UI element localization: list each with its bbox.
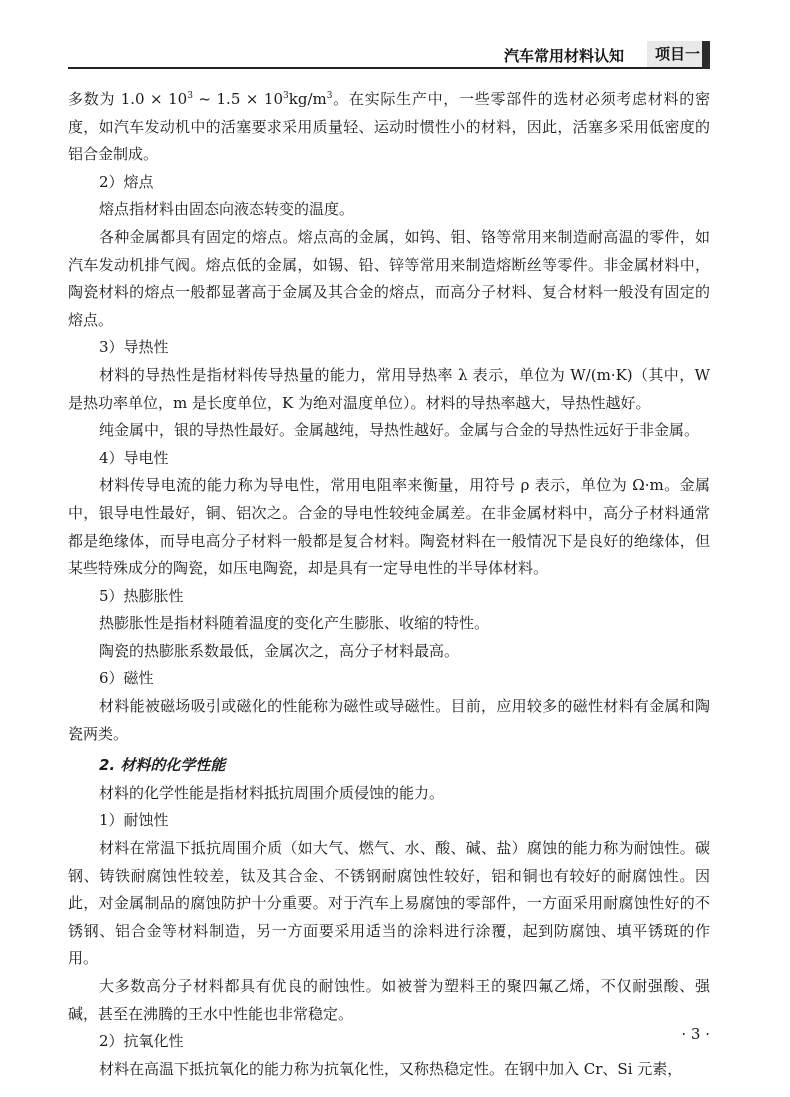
header-rule [68, 67, 710, 69]
magnetic-paragraph-1: 材料能被磁场吸引或磁化的性能称为磁性或导磁性。目前，应用较多的磁性材料有金属和陶瓷两类。 [68, 697, 710, 743]
density-text-c: kg/m [288, 90, 327, 108]
expansion-paragraph-1: 热膨胀性是指材料随着温度的变化产生膨胀、收缩的特性。 [99, 614, 490, 633]
corrosion-heading: 1）耐蚀性 [99, 811, 169, 830]
density-text-d: 。在实际生产中，一些零部件的选材必须考虑材料的密度，如汽车发动机中的活塞要求采用质量轻、运动时惯性小的材料，因此，活塞多采用低密度的铝合金制成。 [68, 90, 710, 164]
thermal-heading: 3）导热性 [99, 338, 169, 357]
exponent-1: 3 [187, 91, 193, 101]
chemical-section-heading: 2. 材料的化学性能 [99, 756, 226, 775]
density-text-a: 多数为 1.0 × 10 [68, 90, 188, 108]
thermal-paragraph-1: 材料的导热性是指材料传导热量的能力，常用导热率 λ 表示，单位为 W/(m·K)（其中，W 是热功率单位，m 是长度单位，K 为绝对温度单位）。材料的导热率越大，导热性越好。 [68, 365, 710, 412]
expansion-heading: 5）热膨胀性 [99, 586, 184, 605]
page-number: · 3 · [681, 1025, 710, 1043]
oxidation-paragraph-1: 材料在高温下抵抗氧化的能力称为抗氧化性，又称热稳定性。在钢中加入 Cr、Si 元素， [99, 1059, 683, 1078]
melting-paragraph-2: 各种金属都具有固定的熔点。熔点高的金属，如钨、钼、铬等常用来制造耐高温的零件，如汽车发动机排气阀。熔点低的金属，如锡、铅、锌等常用来制造熔断丝等零件。非金属材料中，陶瓷材料的熔点一般都显著高于金属及其合金的熔点，而高分子材料、复合材料一般没有固定的熔点。 [68, 227, 710, 329]
electric-heading: 4）导电性 [99, 448, 169, 467]
corrosion-paragraph-2: 大多数高分子材料都具有优良的耐蚀性。如被誉为塑料王的聚四氟乙烯，不仅耐强酸、强碱，甚至在沸腾的王水中性能也非常稳定。 [68, 977, 710, 1023]
electric-paragraph-1: 材料传导电流的能力称为导电性，常用电阻率来衡量，用符号 ρ 表示，单位为 Ω·m。金属中，银导电性最好，铜、铝次之。合金的导电性较纯金属差。在非金属材料中，高分子材料通常都是绝缘体，而导电高分子材料一般都是复合材料。陶瓷材料在一般情况下是良好的绝缘体，但某些特殊成分的陶瓷，如压电陶瓷，却是具有一定导电性的半导体材料。 [68, 476, 710, 578]
chapter-title: 汽车常用材料认知 [498, 45, 630, 66]
page-body [68, 86, 710, 1083]
oxidation-heading: 2）抗氧化性 [99, 1032, 184, 1051]
density-text-b: ~ 1.5 × 10 [192, 90, 284, 108]
magnetic-heading: 6）磁性 [99, 669, 154, 688]
corrosion-paragraph-1: 材料在常温下抵抗周围介质（如大气、燃气、水、酸、碱、盐）腐蚀的能力称为耐蚀性。碳钢、铸铁耐腐蚀性较差，钛及其合金、不锈钢耐腐蚀性较好，铝和铜也有较好的耐腐蚀性。因此，对金属制品的腐蚀防护十分重要。对于汽车上易腐蚀的零部件，一方面采用耐腐蚀性好的不锈钢、铝合金等材料制造，另一方面要采用适当的涂料进行涂覆，起到防腐蚀、填平锈斑的作用。 [68, 839, 710, 968]
running-header [0, 41, 790, 71]
project-tag: 项目一 [647, 41, 708, 67]
melting-heading: 2）熔点 [99, 172, 154, 191]
expansion-paragraph-2: 陶瓷的热膨胀系数最低，金属次之，高分子材料最高。 [99, 641, 460, 660]
header-bar [702, 41, 710, 69]
exponent-3: 3 [326, 91, 333, 101]
density-paragraph [68, 86, 710, 169]
chemical-intro: 材料的化学性能是指材料抵抗周围介质侵蚀的能力。 [99, 783, 445, 802]
thermal-paragraph-2: 纯金属中，银的导热性最好。金属越纯，导热性越好。金属与合金的导热性远好于非金属。 [99, 421, 700, 440]
exponent-2: 3 [283, 91, 289, 101]
melting-paragraph-1: 熔点指材料由固态向液态转变的温度。 [99, 200, 355, 219]
